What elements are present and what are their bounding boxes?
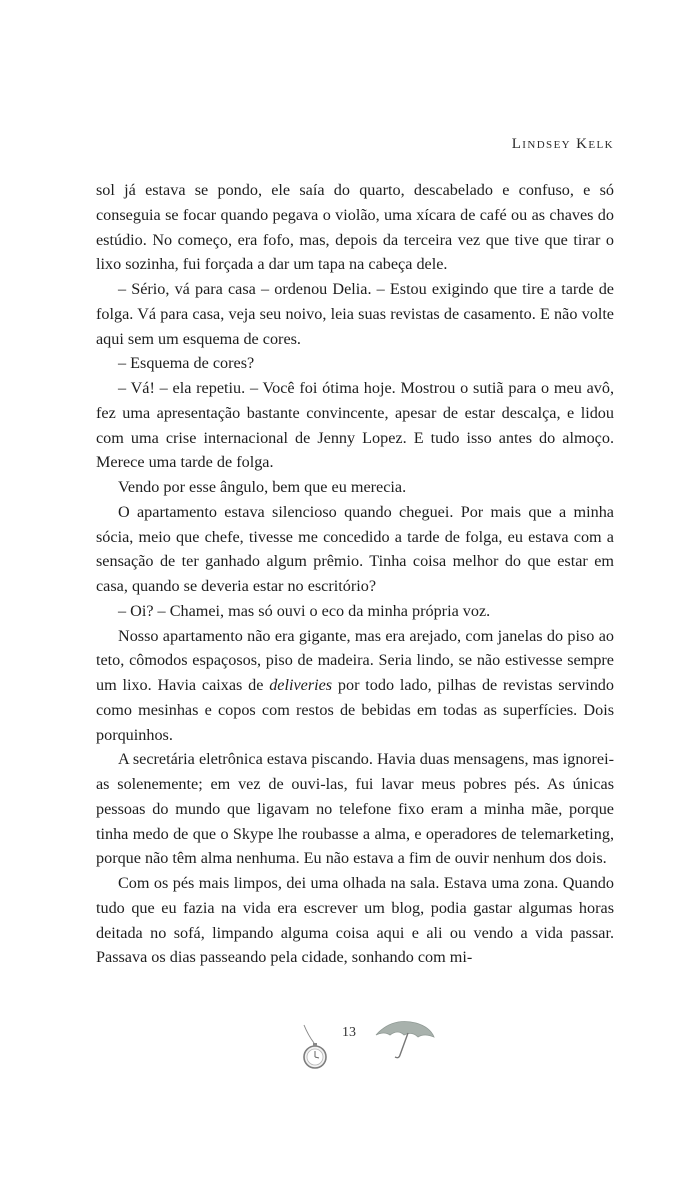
pocket-watch-icon [296, 1021, 336, 1073]
paragraph-7: – Oi? – Chamei, mas só ouvi o eco da minha própria voz. [118, 601, 491, 620]
paragraph-3: – Esquema de cores? [118, 354, 255, 373]
umbrella-icon [372, 1017, 438, 1063]
paragraph-10: Com os pés mais limpos, dei uma olhada na sala. Estava uma zona. Quando tudo que eu fazia na vida era escrever um blog, podia gastar algumas horas deitada no sofá, limpando alguma coisa aqui e ali ou vendo a vida passar. Passava os dias passeando pela cidade, sonhando com mi- [96, 874, 614, 967]
paragraph-5: Vendo por esse ângulo, bem que eu merecia. [118, 478, 407, 496]
paragraph-4: – Vá! – ela repetiu. – Você foi ótima hoje. Mostrou o sutiã para o meu avô, fez uma apresentação bastante convincente, apesar de estar descalça, e lidou com uma crise internacional de Jenny Lopez. E tudo isso antes do almoço. Merece uma tarde de folga. [96, 379, 614, 472]
paragraph-6: O apartamento estava silencioso quando cheguei. Por mais que a minha sócia, meio que chefe, tivesse me concedido a tarde de folga, eu estava com a sensação de ter ganhado algum prêmio. Tinha coisa melhor do que estar em casa, quando se deveria estar no escritório? [96, 502, 614, 595]
paragraph-9: A secretária eletrônica estava piscando. Havia duas mensagens, mas ignorei-as solenemente; em vez de ouvi-las, fui lavar meus pobres pés. As únicas pessoas do mundo que ligavam no telefone fixo eram a minha mãe, porque tinha medo de que o Skype lhe roubasse a alma, e operadores de telemarketing, porque não têm alma nenhuma. Eu não estava a fim de ouvir nenhum dos dois. [96, 750, 614, 868]
page-number: 13 [342, 1025, 356, 1040]
page-body [96, 178, 614, 970]
paragraph-1: sol já estava se pondo, ele saía do quarto, descabelado e confuso, e só conseguia se focar quando pegava o violão, uma xícara de café ou as chaves do estúdio. No começo, era fofo, mas, depois da terceira vez que tive que tirar o lixo sozinha, fui forçada a dar um tapa na cabeça dele. [96, 181, 614, 274]
page-footer [0, 1015, 675, 1075]
paragraph-8: Nosso apartamento não era gigante, mas era arejado, com janelas do piso ao teto, cômodos espaçosos, piso de madeira. Seria lindo, se não estivesse sempre um lixo. Havia caixas de deliveries por todo lado, pilhas de revistas servindo como mesinhas e copos com restos de bebidas em todas as superfícies. Dois porquinhos. [96, 626, 614, 744]
paragraph-2: – Sério, vá para casa – ordenou Delia. – Estou exigindo que tire a tarde de folga. Vá para casa, veja seu noivo, leia suas revistas de casamento. E não volte aqui sem um esquema de cores. [96, 280, 614, 348]
italic-word: deliveries [269, 676, 333, 694]
running-header-author: Lindsey Kelk [511, 136, 614, 152]
